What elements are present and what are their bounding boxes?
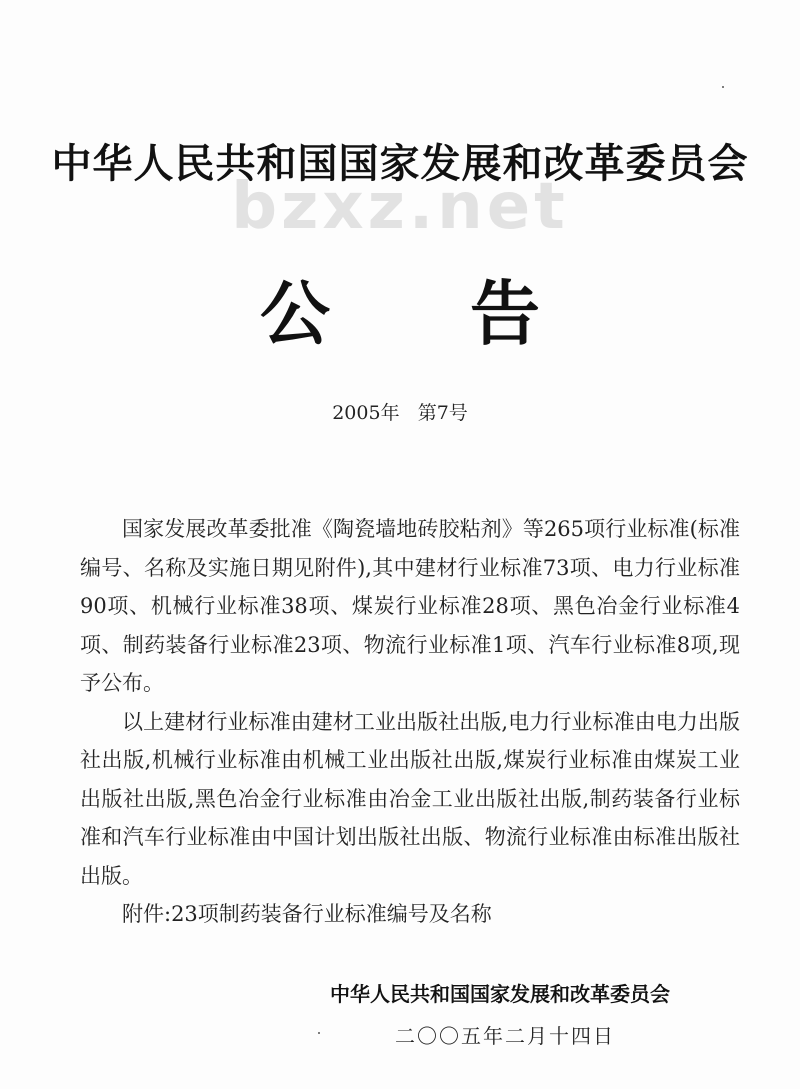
announcement-body (80, 510, 740, 934)
doc-type-char-2: 告 (470, 272, 540, 355)
body-paragraph: 以上建材行业标准由建材工业出版社出版,电力行业标准由电力出版社出版,机械行业标准由机械工业出版社出版,煤炭行业标准由煤炭工业出版社出版,黑色冶金行业标准由冶金工业出版社出版,制药装备行业标准和汽车行业标准由中国计划出版社出版、物流行业标准由标准出版社出版。 (80, 709, 740, 888)
body-paragraph: 国家发展改革委批准《陶瓷墙地砖胶粘剂》等265项行业标准(标准编号、名称及实施日期见附件),其中建材行业标准73项、电力行业标准90项、机械行业标准38项、煤炭行业标准28项、黑色冶金行业标准4项、制药装备行业标准23项、物流行业标准1项、汽车行业标准8项,现予公布。 (80, 517, 740, 695)
doc-type-heading (250, 258, 550, 359)
signature-issuer: 中华人民共和国国家发展和改革委员会 (330, 982, 670, 1006)
scan-speck (722, 86, 724, 88)
issuer-title: 中华人民共和国国家发展和改革委员会 (51, 140, 749, 187)
document-number: 2005年 第7号 (332, 402, 468, 424)
scan-speck (318, 1032, 320, 1034)
doc-type-char-1: 公 (260, 272, 330, 355)
attachment-note: 附件:23项制药装备行业标准编号及名称 (122, 902, 492, 926)
watermark: bzxz.net (231, 170, 569, 244)
signature-date: 二〇〇五年二月十四日 (395, 1024, 615, 1048)
